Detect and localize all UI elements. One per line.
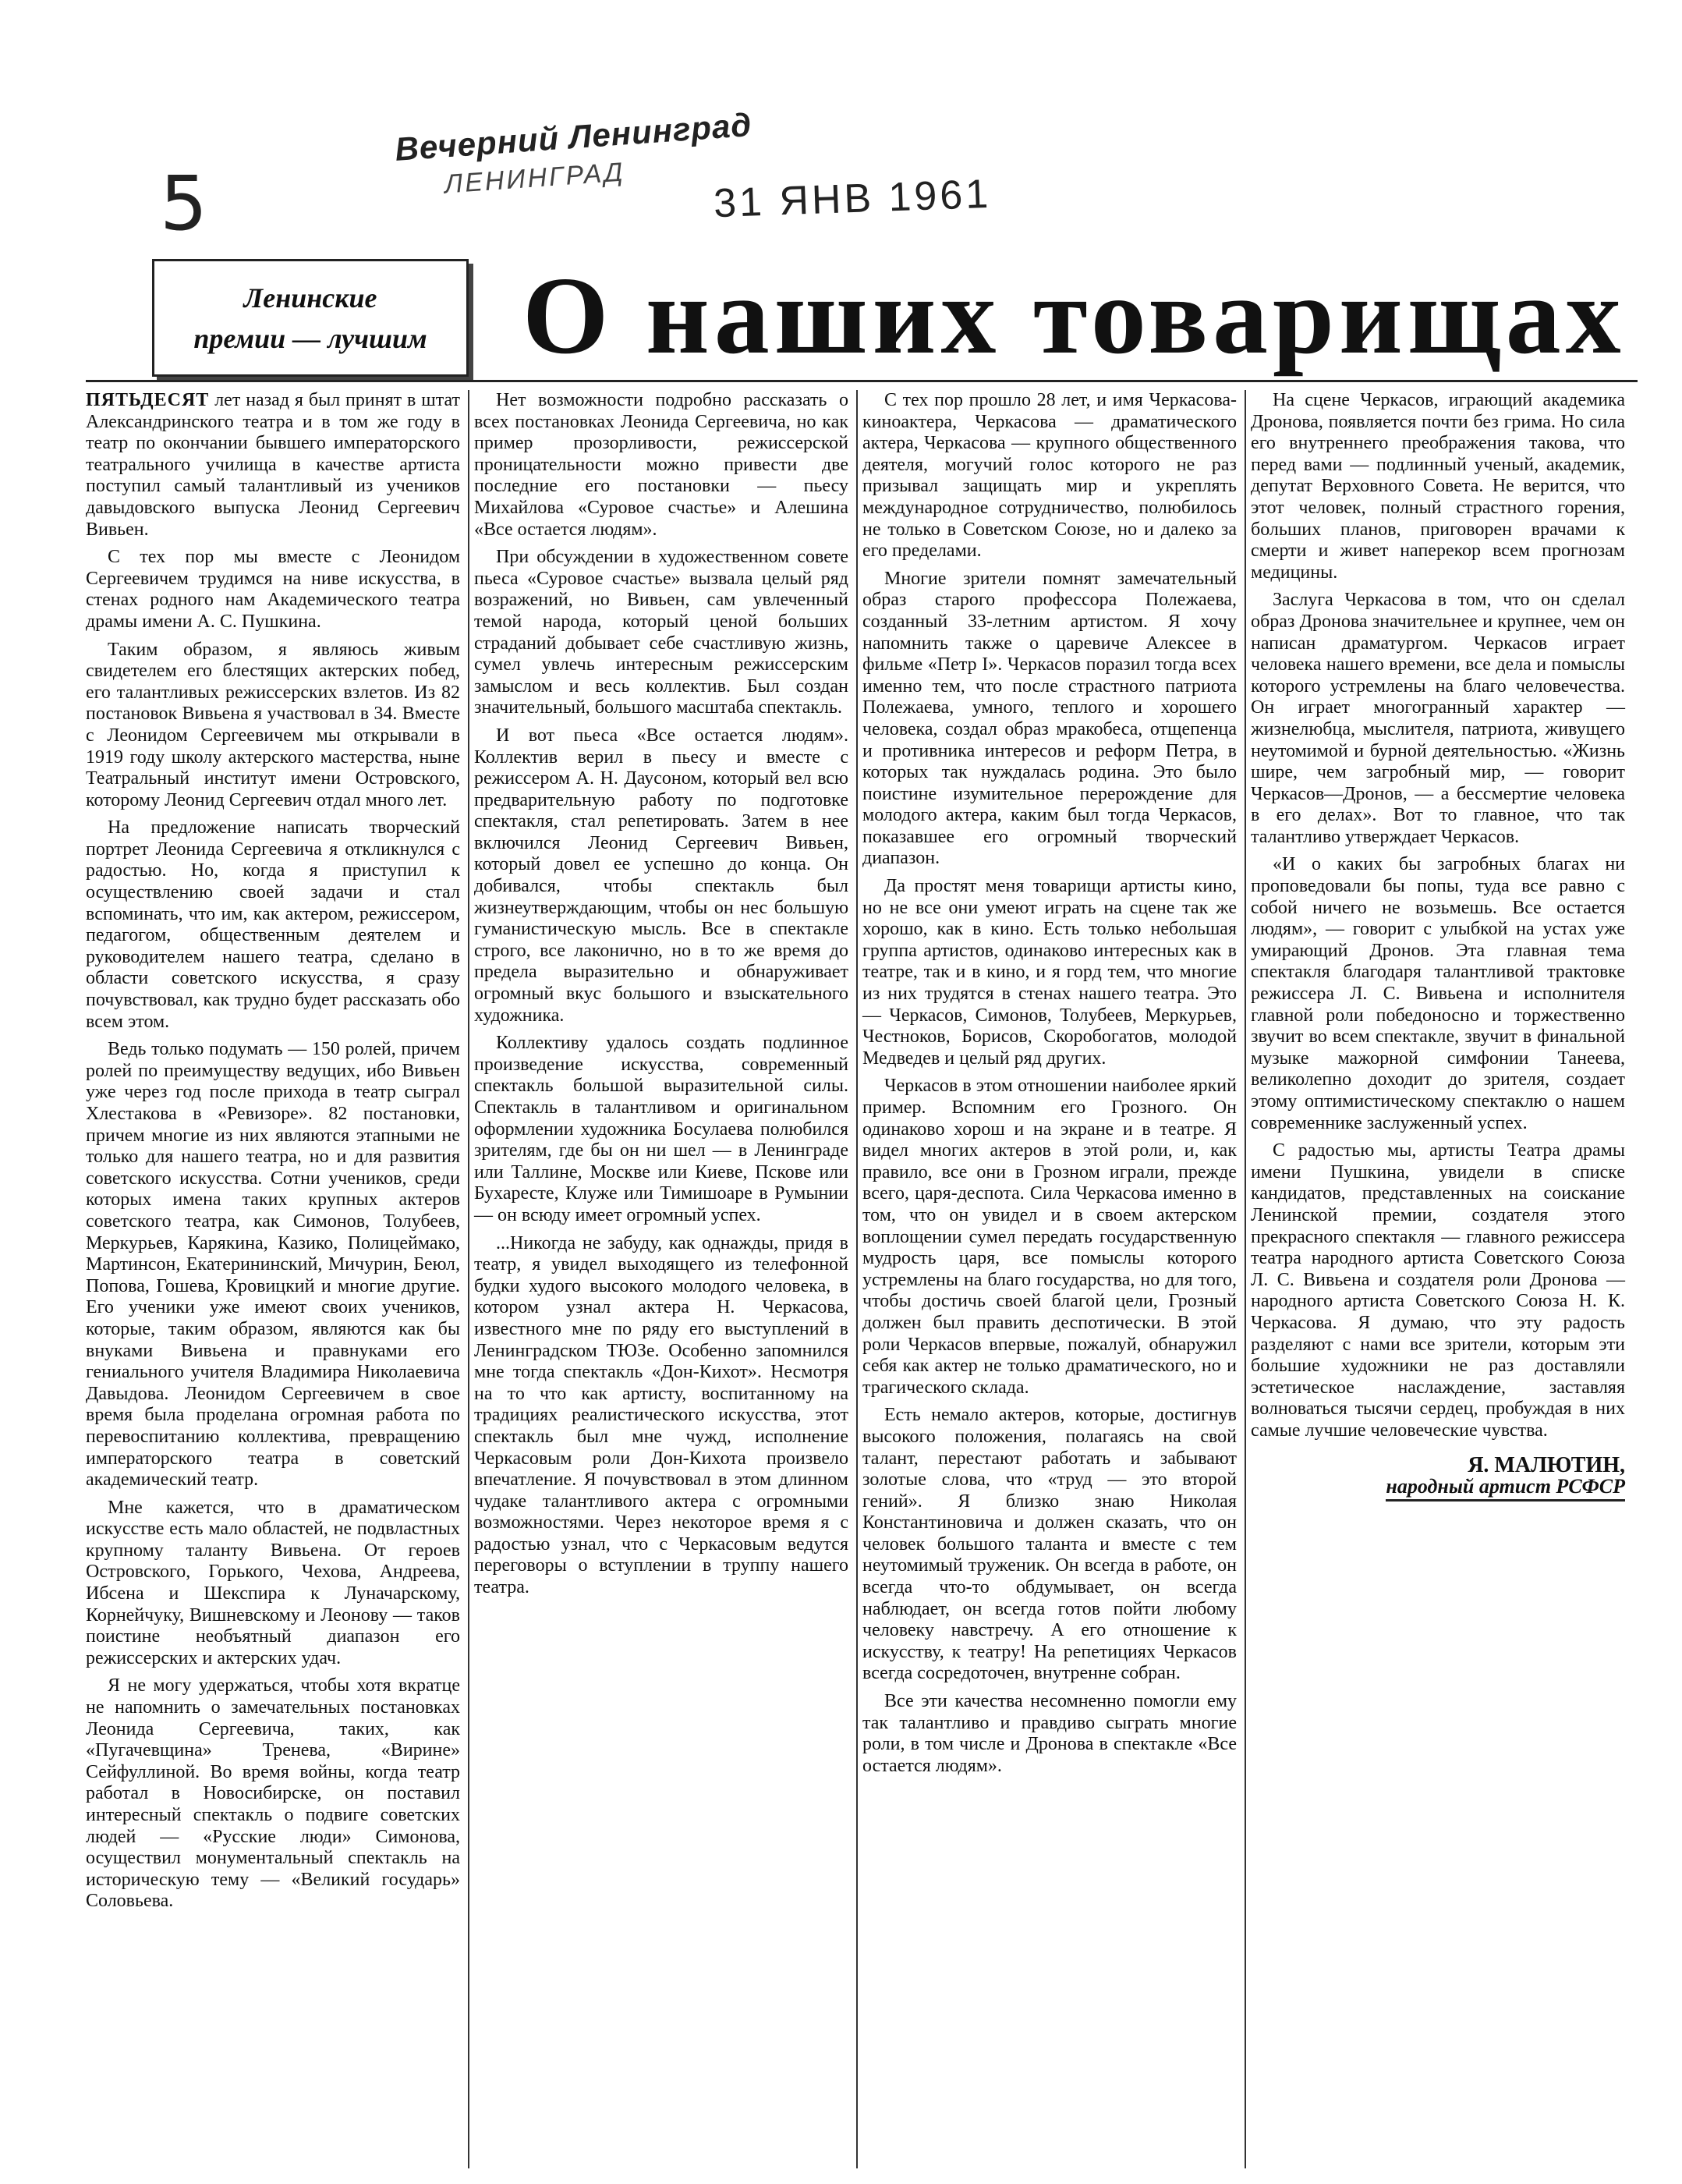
article-paragraph: ...Никогда не забуду, как однажды, придя в театр, я увидел выходящего из телефонной будки худого высокого молодого человека, в котором узнал актера Н. Черкасова, известного мне по ряду его выступлений в Ленинградском ТЮЗе. Особенно запомнился мне тогда спектакль «Дон-Кихот». Несмотря на то что как артисту, воспитанному на традициях реалистического искусства, этот спектакль был мне чужд, исполнение Черкасовым роли Дон-Кихота произвело впечатление. Я почувствовал в этом длинном чудаке талантливого актера с огромными возможностями. Через некоторое время я с радостью узнал, что с Черкасовым ведутся переговоры о вступлении в труппу нашего театра.: [474, 1232, 848, 1598]
stamp-date: 31 ЯНВ 1961: [713, 171, 993, 227]
article-paragraph: Черкасов в этом отношении наиболее яркий пример. Вспомним его Грозного. Он одинаково хорош и на экране и в театре. Я видел многих актеров в этой роли, и, как правило, все они в Грозном играли, прежде всего, царя-деспота. Сила Черкасова именно в том, что он увидел и в своем актерском воплощении сумел передать государственную мудрость царя, все помыслы которого устремлены на благо государства, но для того, чтобы достичь своей благой цели, Грозный должен был править деспотически. В этой роли Черкасов впервые, пожалуй, обнаружил себя как актер не только драматического, но и трагического склада.: [862, 1076, 1237, 1398]
article-paragraph: Коллективу удалось создать подлинное произведение искусства, современный спектакль большой выразительной силы. Спектакль в талантливом и оригинальном оформлении художника Босулаева полюбился зрителям, где бы он ни шел — в Ленинграде или Таллине, Москве или Киеве, Пскове или Бухаресте, Клуже или Тимишоаре в Румынии — он всюду имеет огромный успех.: [474, 1033, 848, 1225]
article-paragraph: ПЯТЬДЕСЯТ лет назад я был принят в штат Александринского театра и в том же году в театр по окончании бывшего императорского театрального училища в качестве артиста поступил самый талантливый из учеников давыдовского выпуска Леонид Сергеевич Вивьен.: [86, 390, 461, 540]
stamp-city: ЛЕНИНГРАД: [443, 157, 626, 200]
article-headline: О наших товарищах: [522, 254, 1626, 377]
article-paragraph: На предложение написать творческий портрет Леонида Сергеевича я откликнулся с радостью. Но, когда я приступил к осуществлению своей задачи и стал вспоминать, что им, как актером, режиссером, педагогом, общественным деятелем и руководителем нашего театра, сделано в области советского искусства, я сразу почувствовал, как трудно будет рассказать обо всем этом.: [86, 817, 460, 1032]
article-column-2: [474, 390, 848, 1605]
article-paragraph: С тех пор прошло 28 лет, и имя Черкасова-киноактера, Черкасова — драматического актера, Черкасова — крупного общественного деятеля, могучий голос которого не раз призывал защищать мир и укреплять международное сотрудничество, полюбилось не только в Советском Союзе, но и далеко за его пределами.: [862, 390, 1237, 562]
article-paragraph: На сцене Черкасов, играющий академика Дронова, появляется почти без грима. Но сила его внутреннего преображения такова, что перед вами — подлинный ученый, академик, депутат Верховного Совета. Не верится, что этот человек, полный страстного горения, больших планов, приговорен врачами к смерти и живет наперекор всем прогнозам медицины.: [1251, 390, 1625, 583]
column-divider: [856, 390, 858, 2168]
article-paragraph: И вот пьеса «Все остается людям». Коллектив верил в пьесу и вместе с режиссером А. Н. Даусоном, который вел всю предварительную работу по подготовке спектакля, стал репетировать. Затем в нее включился Леонид Сергеевич Вивьен, который довел ее успешно до конца. Он добивался, чтобы спектакль был жизнеутверждающим, чтобы он нес большую гуманистическую мысль. Все в спектакле строго, все лаконично, но в то же время до предела выразительно и обнаруживает огромный вкус большого и взыскательного художника.: [474, 725, 848, 1026]
article-paragraph: При обсуждении в художественном совете пьеса «Суровое счастье» вызвала целый ряд возражений, но Вивьен, сам увлеченный темой народа, который ценой больших страданий добывает себе счастливую жизнь, сумел увлечь интересным режиссерским замыслом и весь коллектив. Был создан значительный, большого масштаба спектакль.: [474, 547, 848, 718]
article-paragraph: Заслуга Черкасова в том, что он сделал образ Дронова значительнее и крупнее, чем он написан драматургом. Черкасов играет человека нашего времени, все дела и помыслы которого устремлены на благо человечества. Он играет многогранный характер — жизнелюбца, мыслителя, патриота, живущего неутомимой и бурной деятельностью. «Жизнь шире, чем загробный мир, — говорит Черкасов—Дронов, — а бессмертие человека в его делах». Вот то главное, что так талантливо утверждает Черкасов.: [1251, 590, 1625, 847]
lead-capital-word: ПЯТЬДЕСЯТ: [86, 390, 210, 410]
author-title: народный артист РСФСР: [1386, 1476, 1625, 1502]
article-paragraph: Таким образом, я являюсь живым свидетелем его блестящих актерских побед, его талантливых режиссерских взлетов. Из 82 постановок Вивьена я участвовал в 34. Вместе с Леонидом Сергеевичем мы открывали в 1919 году школу актерского мастерства, ныне Театральный институт имени Островского, которому Леонид Сергеевич отдал много лет.: [86, 639, 460, 810]
header-rule: [86, 380, 1638, 382]
article-paragraph: «И о каких бы загробных благах ни проповедовали бы попы, туда все равно с собой ничего не возьмешь. Все остается людям», — говорит с улыбкой на устах уже умирающий Дронов. Эта главная тема спектакля благодаря талантливой трактовке режиссера Л. С. Вивьена и исполнителя главной роли победоносно и торжественно звучит во всем спектакле, звучит в финальной музыке мажорной симфонии Танеева, великолепно доходит до зрителя, создает этому оптимистическому спектаклю о нашем современнике заслуженный успех.: [1251, 854, 1625, 1133]
author-name: Я. МАЛЮТИН,: [1468, 1452, 1625, 1477]
article-paragraph: Ведь только подумать — 150 ролей, причем ролей по преимуществу ведущих, ибо Вивьен уже через год после прихода в театр сыграл Хлестакова в «Ревизоре». 82 постановки, причем многие из них являются этапными не только для нашего театра, но и для развития советского искусства. Сотни учеников, среди которых имена таких крупных актеров советского театра, как Симонов, Толубеев, Меркурьев, Карякина, Казико, Полицеймако, Мартинсон, Екатерининский, Мичурин, Беюл, Попова, Гошева, Кровицкий и многие другие. Его ученики уже имеют своих учеников, которые, таким образом, являются как бы внуками Вивьена и правнуками его гениального учителя Владимира Николаевича Давыдова. Леонидом Сергеевичем в свое время была проделана огромная работа по перевоспитанию коллектива, превращению императорского театра в советский академический театр.: [86, 1039, 460, 1491]
article-column-3: [862, 390, 1237, 1783]
author-signature: [1251, 1452, 1625, 1502]
article-paragraph: С радостью мы, артисты Театра драмы имени Пушкина, увидели в списке кандидатов, представленных на соискание Ленинской премии, создателя этого прекрасного спектакля — главного режиссера театра народного артиста Советского Союза Л. С. Вивьена и создателя роли Дронова — народного артиста Советского Союза Н. К. Черкасова. Я думаю, что эту радость разделяют с нами все зрители, которым эти большие художники не раз доставляли эстетическое наслаждение, заставляя волноваться тысячи сердец, пробуждая в них самые лучшие человеческие чувства.: [1251, 1140, 1625, 1441]
article-paragraph: Нет возможности подробно рассказать о всех постановках Леонида Сергеевича, но как пример прозорливости, режиссерской проницательности можно привести две последние его постановки — пьесу Михайлова «Суровое счастье» и Алешина «Все остается людям».: [474, 390, 848, 540]
article-paragraph: Да простят меня товарищи артисты кино, но не все они умеют играть на сцене так же хорошо, как в кино. Есть только небольшая группа артистов, одинаково интересных как в театре, так и в кино, и я горд тем, что многие из них трудятся в стенах нашего театра. Это — Черкасов, Симонов, Толубеев, Меркурьев, Честноков, Борисов, Скоробогатов, молодой Медведев и целый ряд других.: [862, 876, 1237, 1069]
stamp-newspaper-name: Вечерний Ленинград: [394, 106, 753, 168]
article-paragraph: Все эти качества несомненно помогли ему так талантливо и правдиво сыграть многие роли, в том числе и Дронова в спектакле «Все остается людям».: [862, 1691, 1237, 1776]
handwritten-page-number: 5: [160, 160, 208, 247]
article-paragraph: Мне кажется, что в драматическом искусстве есть мало областей, не подвластных крупному таланту Вивьена. От героев Островского, Горького, Чехова, Андреева, Ибсена и Шекспира к Луначарскому, Корнейчуку, Вишневскому и Леонову — таков поистине необъятный диапазон его режиссерских и актерских удач.: [86, 1497, 460, 1668]
article-column-1: [86, 390, 460, 1919]
newspaper-stamp: [394, 106, 756, 204]
article-paragraph: Многие зрители помнят замечательный образ старого профессора Полежаева, созданный 33-летним артистом. Я хочу напомнить также о царевиче Алексее в фильме «Петр I». Черкасов поразил тогда всех именно тем, что после страстного патриота Полежаева, умного, теплого и хорошего человека, создал образ мракобеса, отщепенца и противника интересов и реформ Петра, в которых так нуждалась родина. Это было поистине изумительное перерождение для молодого актера, каким был тогда Черкасов, показавшее его огромный творческий диапазон.: [862, 568, 1237, 869]
rubric-box: [152, 259, 469, 377]
article-paragraph: Есть немало актеров, которые, достигнув высокого положения, полагаясь на свой талант, перестают работать и забывают золотые слова, что «труд — это второй гений». Я близко знаю Николая Константиновича и должен сказать, что он человек большого таланта и вместе с тем неутомимый труженик. Он всегда в работе, он всегда что-то обдумывает, он всегда наблюдает, он всегда готов пойти любому человеку навстречу. А его отношение к искусству, к театру! На репетициях Черкасов всегда сосредоточен, внутренне собран.: [862, 1405, 1237, 1684]
rubric-line-1: Ленинские: [243, 282, 377, 314]
rubric-line-2: премии — лучшим: [193, 322, 427, 354]
article-paragraph: Я не могу удержаться, чтобы хотя вкратце не напомнить о замечательных постановках Леонида Сергеевича, таких, как «Пугачевщина» Тренева, «Вирине» Сейфуллиной. Во время войны, когда театр работал в Новосибирске, он поставил интересный спектакль о подвиге советских людей — «Русские люди» Симонова, осуществил монументальный спектакль на историческую тему — «Великий государь» Соловьева.: [86, 1675, 460, 1912]
article-column-4: [1251, 390, 1625, 1502]
column-divider: [468, 390, 469, 2168]
column-divider: [1245, 390, 1246, 2168]
article-paragraph: С тех пор мы вместе с Леонидом Сергеевичем трудимся на ниве искусства, в стенах родного нам Академического театра драмы имени А. С. Пушкина.: [86, 547, 460, 632]
